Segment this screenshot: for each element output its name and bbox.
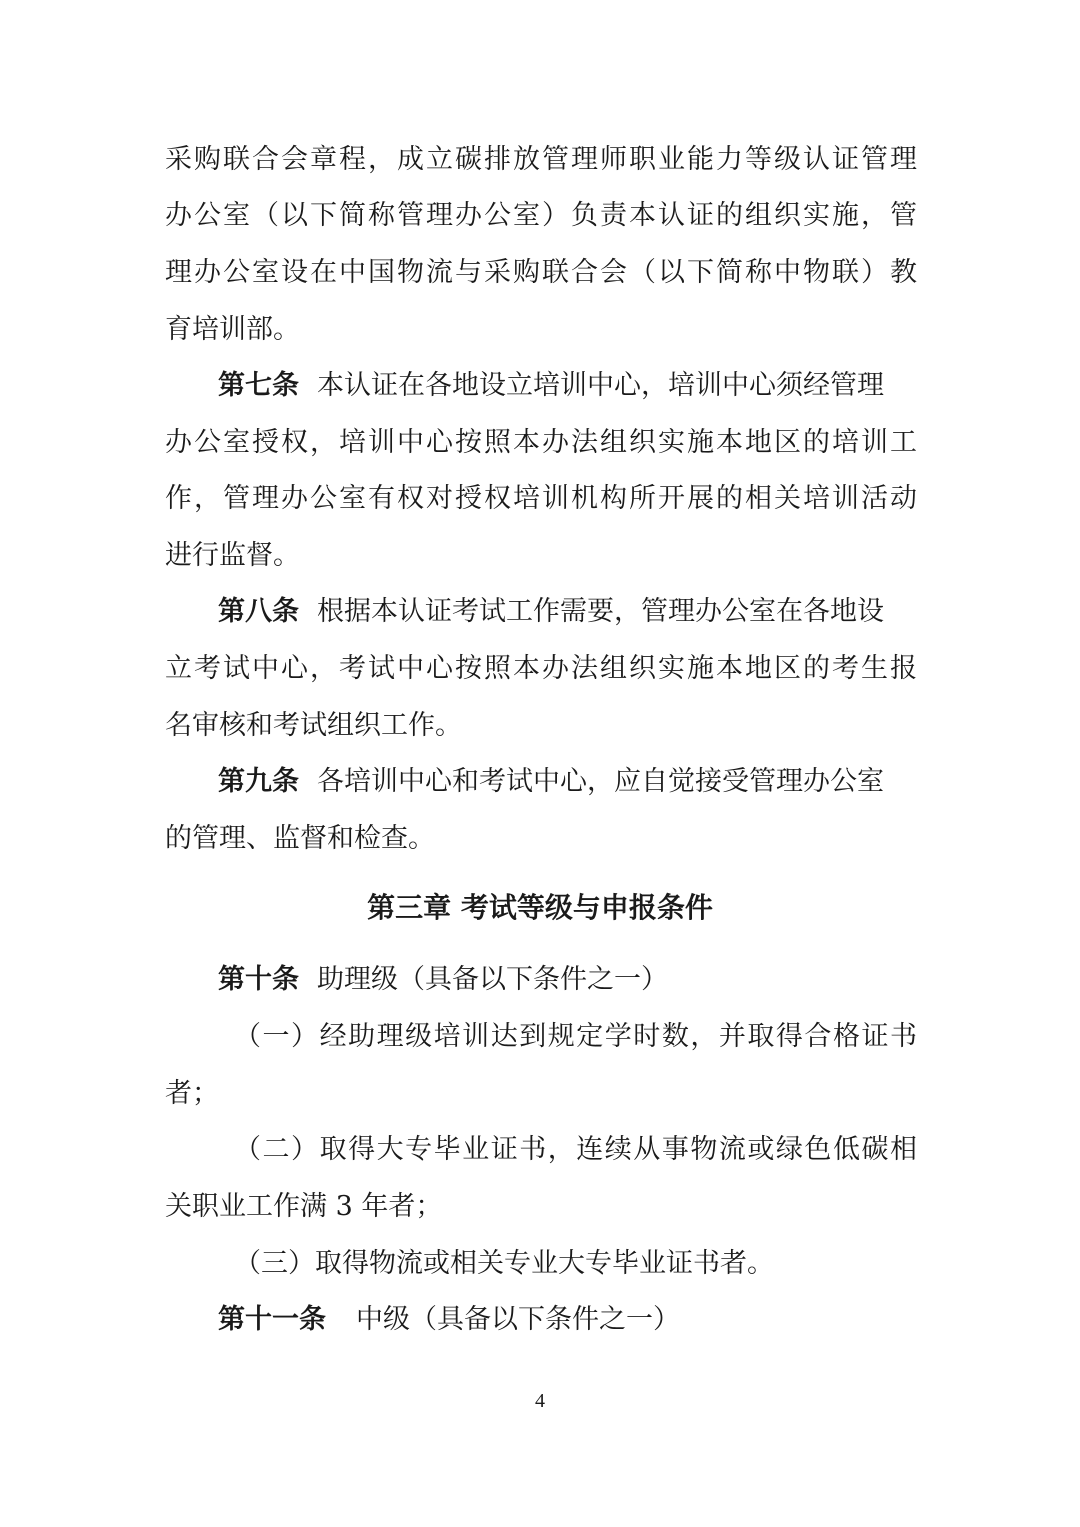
article-9-text: 各培训中心和考试中心，应自觉接受管理办公室	[317, 766, 884, 797]
article-11-first-line	[218, 1300, 917, 1340]
page-number: 4	[535, 1390, 545, 1412]
list-item-line: 者；	[165, 1078, 219, 1109]
article-10-first-line	[218, 960, 917, 1000]
paragraph-line: 名审核和考试组织工作。	[165, 710, 462, 741]
article-11-title: 第十一条	[218, 1304, 326, 1335]
article-10-title: 第十条	[218, 964, 299, 995]
chapter-heading: 第三章 考试等级与申报条件	[367, 891, 713, 924]
article-7-text: 本认证在各地设立培训中心，培训中心须经管理	[317, 370, 884, 401]
article-7-title: 第七条	[218, 370, 299, 401]
paragraph-line: 进行监督。	[165, 540, 300, 571]
article-9-title: 第九条	[218, 766, 299, 797]
paragraph-line: 办公室授权，培训中心按照本办法组织实施本地区的培训工	[165, 427, 917, 458]
list-item-line: （三）取得物流或相关专业大专毕业证书者。	[234, 1248, 774, 1279]
list-item-line: 关职业工作满 3 年者；	[165, 1191, 443, 1222]
paragraph-line: 立考试中心，考试中心按照本办法组织实施本地区的考生报	[165, 653, 917, 684]
paragraph-line: 作，管理办公室有权对授权培训机构所开展的相关培训活动	[165, 483, 917, 514]
list-item-line: （二）取得大专毕业证书，连续从事物流或绿色低碳相	[234, 1134, 917, 1165]
article-11-text: 中级（具备以下条件之一）	[356, 1304, 680, 1335]
list-item-line: （一）经助理级培训达到规定学时数，并取得合格证书	[234, 1021, 917, 1052]
article-7-first-line	[218, 366, 917, 406]
article-8-title: 第八条	[218, 596, 299, 627]
paragraph-line: 理办公室设在中国物流与采购联合会（以下简称中物联）教	[165, 257, 917, 288]
paragraph-line: 育培训部。	[165, 314, 300, 345]
paragraph-line: 办公室（以下简称管理办公室）负责本认证的组织实施，管	[165, 200, 917, 231]
paragraph-line: 的管理、监督和检查。	[165, 823, 435, 854]
article-8-first-line	[218, 592, 917, 632]
article-8-text: 根据本认证考试工作需要，管理办公室在各地设	[317, 596, 884, 627]
paragraph-line: 采购联合会章程，成立碳排放管理师职业能力等级认证管理	[165, 144, 917, 175]
article-9-first-line	[218, 762, 917, 802]
article-10-text: 助理级（具备以下条件之一）	[317, 964, 668, 995]
